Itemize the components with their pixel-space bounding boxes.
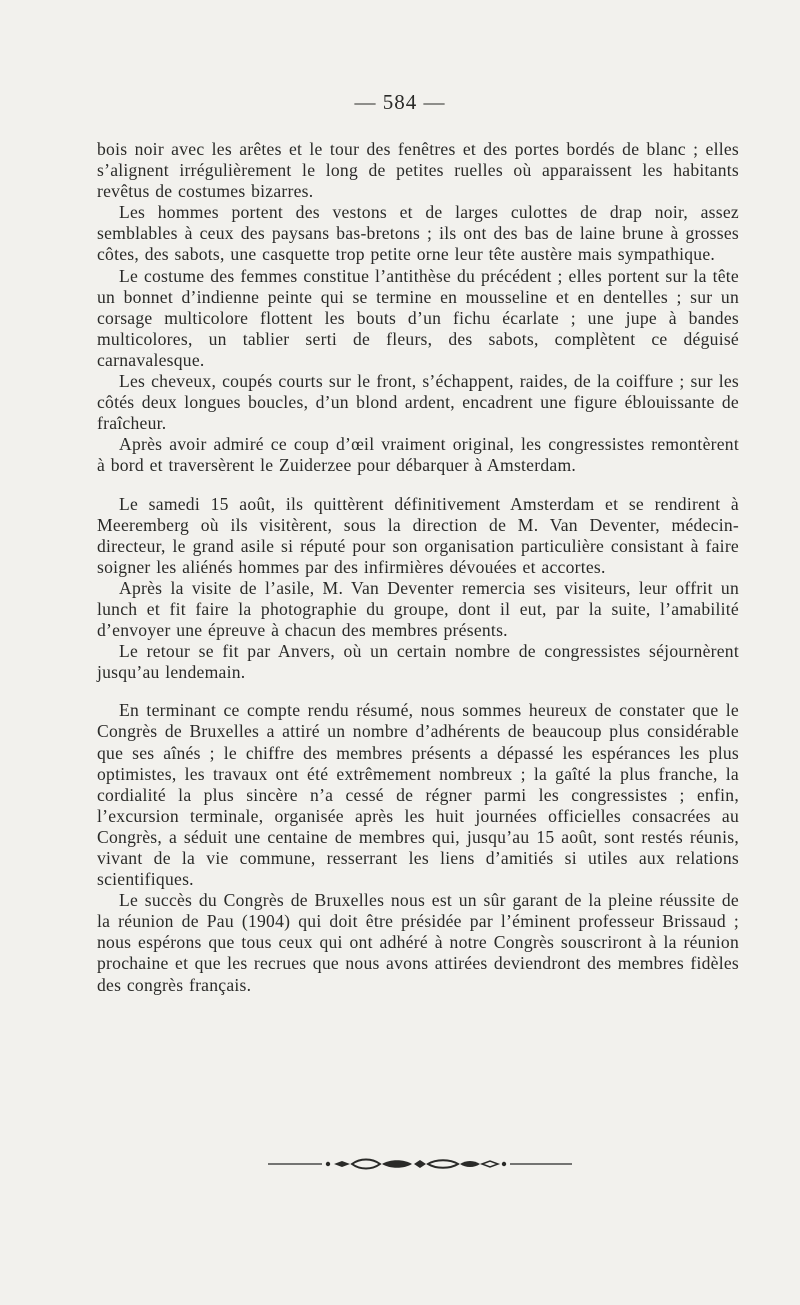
paragraph: Le retour se fit par Anvers, où un certain nombre de congressistes séjournèrent jusqu’au lendemain. <box>97 641 739 683</box>
paragraph: bois noir avec les arêtes et le tour des fenêtres et des portes bordés de blanc ; elles s’alignent irrégulièrement le long de petites ruelles où apparaissent les habitants revêtus de costumes bizarres. <box>97 139 739 202</box>
paragraph: Le costume des femmes constitue l’antithèse du précédent ; elles portent sur la tête un bonnet d’indienne peinte qui se termine en mousseline et en dentelles ; sur un corsage multicolore flottent les bouts d’un fichu écarlate ; une jupe à bandes multicolores, un tablier serti de fleurs, des sabots, complètent ce déguisé carnavalesque. <box>97 265 739 370</box>
paragraph: En terminant ce compte rendu résumé, nous sommes heureux de constater que le Congrès de Bruxelles a attiré un nombre d’adhérents de beaucoup plus considérable que ses aînés ; le chiffre des membres présents a dépassé les espérances les plus optimistes, les travaux ont été extrêmement nombreux ; la gaîté la plus franche, la cordialité la plus sincère n’a cessé de régner parmi les congressistes ; enfin, l’excursion terminale, organisée après les huit journées officielles consacrées au Congrès, a séduit une centaine de membres qui, jusqu’au 15 août, sont restés réunis, vivant de la vie commune, resserrant les liens d’amitiés si utiles aux relations scientifiques. <box>97 700 739 890</box>
page-number: — 584 — <box>354 90 446 114</box>
paragraph: Après la visite de l’asile, M. Van Deventer remercia ses visiteurs, leur offrit un lunch et fit faire la photographie du groupe, dont il eut, par la suite, l’amabilité d’envoyer une épreuve à chacun des membres présents. <box>97 577 739 641</box>
decorative-rule-icon <box>268 1152 572 1176</box>
body-text <box>97 139 739 996</box>
paragraph: Les hommes portent des vestons et de larges culottes de drap noir, assez semblables à ceux des paysans bas-bretons ; ils ont des bas de laine brune à grosses côtes, des sabots, une casquette trop petite orne leur tête austère mais sympathique. <box>97 202 739 265</box>
paragraph: Le samedi 15 août, ils quittèrent définitivement Amsterdam et se rendirent à Meeremberg où ils visitèrent, sous la direction de M. Van Deventer, médecin-directeur, le grand asile si réputé pour son organisation particulière consistant à faire soigner les aliénés hommes par des infirmières dévouées et accortes. <box>97 493 739 577</box>
paragraph: Le succès du Congrès de Bruxelles nous est un sûr garant de la pleine réussite de la réunion de Pau (1904) qui doit être présidée par l’éminent professeur Brissaud ; nous espérons que tous ceux qui ont adhéré à notre Congrès souscriront à la réunion prochaine et que les recrues que nous avons attirées deviendront des membres fidèles des congrès français. <box>97 890 739 995</box>
paragraph: Les cheveux, coupés courts sur le front, s’échappent, raides, de la coiffure ; sur les côtés deux longues boucles, d’un blond ardent, encadrent une figure éblouissante de fraîcheur. <box>97 371 739 434</box>
paragraph: Après avoir admiré ce coup d’œil vraiment original, les congressistes remontèrent à bord et traversèrent le Zuiderzee pour débarquer à Amsterdam. <box>97 434 739 476</box>
